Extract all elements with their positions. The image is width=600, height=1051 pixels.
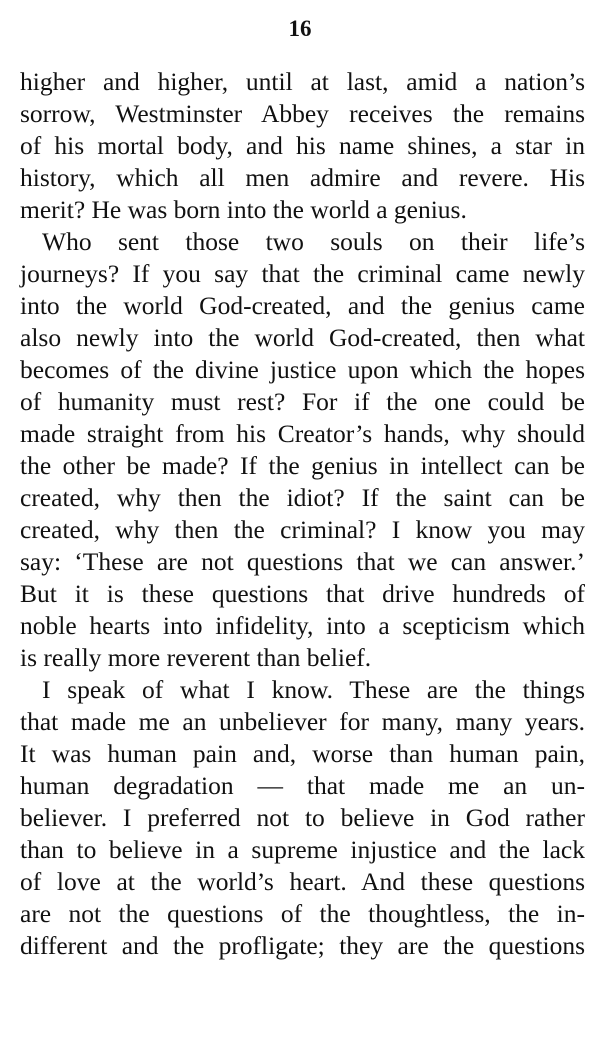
- text-line: merit? He was born into the world a genius.: [20, 195, 467, 224]
- body-text: [20, 66, 585, 962]
- text-line: noble hearts into infidelity, into a scepticism which: [20, 611, 585, 640]
- paragraph-3: [20, 674, 585, 962]
- text-line: different and the profligate; they are the questions: [20, 931, 585, 960]
- text-line: than to believe in a supreme injustice and the lack: [20, 835, 585, 864]
- text-line: But it is these questions that drive hundreds of: [20, 579, 585, 608]
- text-line: the other be made? If the genius in intellect can be: [20, 451, 585, 480]
- text-line: sorrow, Westminster Abbey receives the remains: [20, 99, 585, 128]
- text-line: is really more reverent than belief.: [20, 643, 372, 672]
- text-line: journeys? If you say that the criminal came newly: [20, 259, 585, 288]
- text-line: I speak of what I know. These are the things: [42, 675, 585, 704]
- text-line: are not the questions of the thoughtless, the in-: [20, 899, 585, 928]
- text-line: Who sent those two souls on their life’s: [42, 227, 585, 256]
- page-number: 16: [288, 16, 312, 41]
- text-line: history, which all men admire and revere. His: [20, 163, 585, 192]
- text-line: that made me an unbeliever for many, many years.: [20, 707, 585, 736]
- text-line: of love at the world’s heart. And these questions: [20, 867, 585, 896]
- text-line: It was human pain and, worse than human pain,: [20, 739, 585, 768]
- text-line: created, why then the criminal? I know you may: [20, 515, 585, 544]
- text-line: created, why then the idiot? If the saint can be: [20, 483, 585, 512]
- text-line: human degradation — that made me an un-: [20, 771, 585, 800]
- text-line: becomes of the divine justice upon which the hopes: [20, 355, 585, 384]
- text-line: believer. I preferred not to believe in God rather: [20, 803, 585, 832]
- text-line: of humanity must rest? For if the one could be: [20, 387, 585, 416]
- paragraph-2: [20, 226, 585, 674]
- text-line: into the world God-created, and the genius came: [20, 291, 585, 320]
- text-line: made straight from his Creator’s hands, why should: [20, 419, 585, 448]
- text-line: say: ‘These are not questions that we can answer.’: [20, 547, 585, 576]
- text-line: higher and higher, until at last, amid a nation’s: [20, 67, 585, 96]
- paragraph-1: [20, 66, 585, 226]
- text-line: also newly into the world God-created, then what: [20, 323, 585, 352]
- text-line: of his mortal body, and his name shines, a star in: [20, 131, 585, 160]
